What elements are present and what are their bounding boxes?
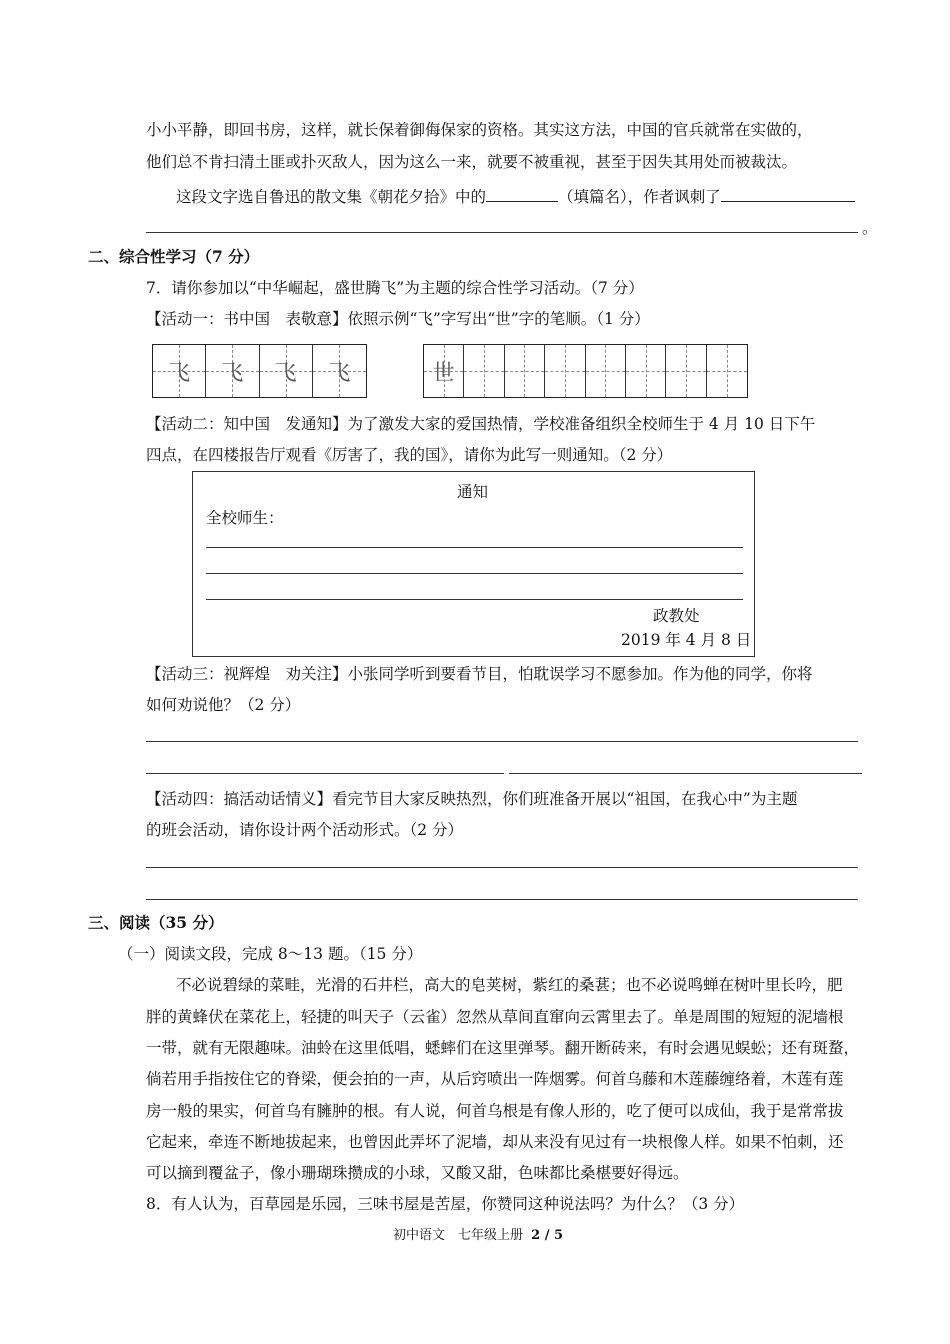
stroke-glyph: 飞 [168,360,191,386]
answer-line[interactable] [146,773,504,774]
activity-3: 如何劝说他？（2 分） [146,696,301,714]
notice-answer-line[interactable] [206,547,743,548]
text-line-with-blanks [176,185,855,207]
activity-1: 【活动一：书中国 表敬意】依照示例“飞”字写出“世”字的笔顺。（1 分） [146,310,650,328]
grid-cell[interactable] [464,345,504,397]
grid-cell [424,345,464,397]
activity-2: 四点，在四楼报告厅观看《厉害了，我的国》，请你为此写一则通知。（2 分） [146,446,673,464]
stroke-glyph: 飞 [328,360,351,386]
passage-line: 胖的黄蜂伏在菜花上，轻捷的叫天子（云雀）忽然从草间直窜向云霄里去了。单是周围的短短的泥墙根 [146,1008,844,1026]
notice-signer: 政教处 [653,607,700,625]
passage-line: 它起来，牵连不断地拔起来，也曾因此弄坏了泥墙，却从来没有见过有一块根像人样。如果不怕刺，还 [146,1133,844,1151]
answer-line[interactable] [146,899,858,900]
grid-cell [206,345,259,397]
footer-subject: 初中语文 七年级上册 [393,1228,524,1243]
notice-title: 通知 [457,483,489,501]
answer-blank-satire[interactable] [721,185,855,202]
grid-cell[interactable] [666,345,706,397]
grid-cell [313,345,366,397]
answer-line[interactable] [509,773,862,774]
stroke-glyph: 飞 [221,360,244,386]
grid-cell[interactable] [586,345,626,397]
text-line: 小小平静，即回书房，这样，就长保着御侮保家的资格。其实这方法，中国的官兵就常在实做的， [146,121,813,139]
grid-cell [153,345,206,397]
passage-line: 倘若用手指按住它的脊梁，便会拍的一声，从后窍喷出一阵烟雾。何首乌藤和木莲藤缠络着，木莲有莲 [146,1070,844,1088]
grid-cell[interactable] [505,345,545,397]
answer-line[interactable] [146,741,858,742]
stroke-answer-grid[interactable] [423,344,748,398]
page-number: 2 / 5 [531,1228,564,1243]
passage-line: 房一般的果实，何首乌有臃肿的根。有人说，何首乌根是有像人形的，吃了便可以成仙，我于是常常拔 [146,1102,844,1120]
notice-greeting: 全校师生： [206,509,284,527]
activity-4: 【活动四：搞活动话情义】看完节目大家反映热烈，你们班准备开展以“祖国，在我心中”为主题 [146,790,798,808]
answer-line[interactable] [146,867,858,868]
sub-heading: （一）阅读文段，完成 8～13 题。（15 分） [118,945,423,963]
section-heading: 三、阅读（35 分） [88,913,224,932]
notice-answer-line[interactable] [206,599,743,600]
grid-cell[interactable] [707,345,747,397]
text-segment: 这段文字选自鲁迅的散文集《朝花夕拾》中的 [176,188,487,206]
passage-line: 一带，就有无限趣味。油蛉在这里低唱，蟋蟀们在这里弹琴。翻开断砖来，有时会遇见蜈蚣；还有斑蝥， [146,1039,860,1057]
grid-cell[interactable] [545,345,585,397]
section-heading: 二、综合性学习（7 分） [88,247,260,266]
notice-date: 2019 年 4 月 8 日 [621,631,752,649]
notice-box [192,471,755,657]
passage-line: 不必说碧绿的菜畦，光滑的石井栏，高大的皂荚树，紫红的桑葚；也不必说鸣蝉在树叶里长吟，肥 [176,976,843,994]
stroke-glyph: 飞 [274,360,297,386]
period-mark: 。 [862,219,878,237]
answer-blank-title[interactable] [486,185,558,202]
shi-glyph: 世 [432,360,455,386]
question-7: 7．请你参加以“中华崛起，盛世腾飞”为主题的综合性学习活动。（7 分） [146,279,644,297]
notice-answer-line[interactable] [206,573,743,574]
grid-cell [260,345,313,397]
stroke-example-grid [152,344,367,398]
text-line: 他们总不肯扫清土匪或扑灭敌人，因为这么一来，就要不被重视，甚至于因失其用处而被裁汰。 [146,153,798,171]
activity-2: 【活动二：知中国 发通知】为了激发大家的爱国热情，学校准备组织全校师生于 4 月 10 日下午 [146,415,816,433]
activity-3: 【活动三：视辉煌 劝关注】小张同学听到要看节目，怕耽误学习不愿参加。作为他的同学，你将 [146,665,813,683]
answer-line[interactable] [146,232,858,233]
text-segment: （填篇名），作者讽刺了 [558,188,721,206]
passage-line: 可以摘到覆盆子，像小珊瑚珠攒成的小球，又酸又甜，色味都比桑椹要好得远。 [146,1164,689,1182]
activity-4: 的班会活动，请你设计两个活动形式。（2 分） [146,821,464,839]
grid-cell[interactable] [626,345,666,397]
page-footer [393,1226,563,1246]
question-8: 8．有人认为，百草园是乐园，三味书屋是苦屋，你赞同这种说法吗？为什么？（3 分） [146,1195,745,1213]
